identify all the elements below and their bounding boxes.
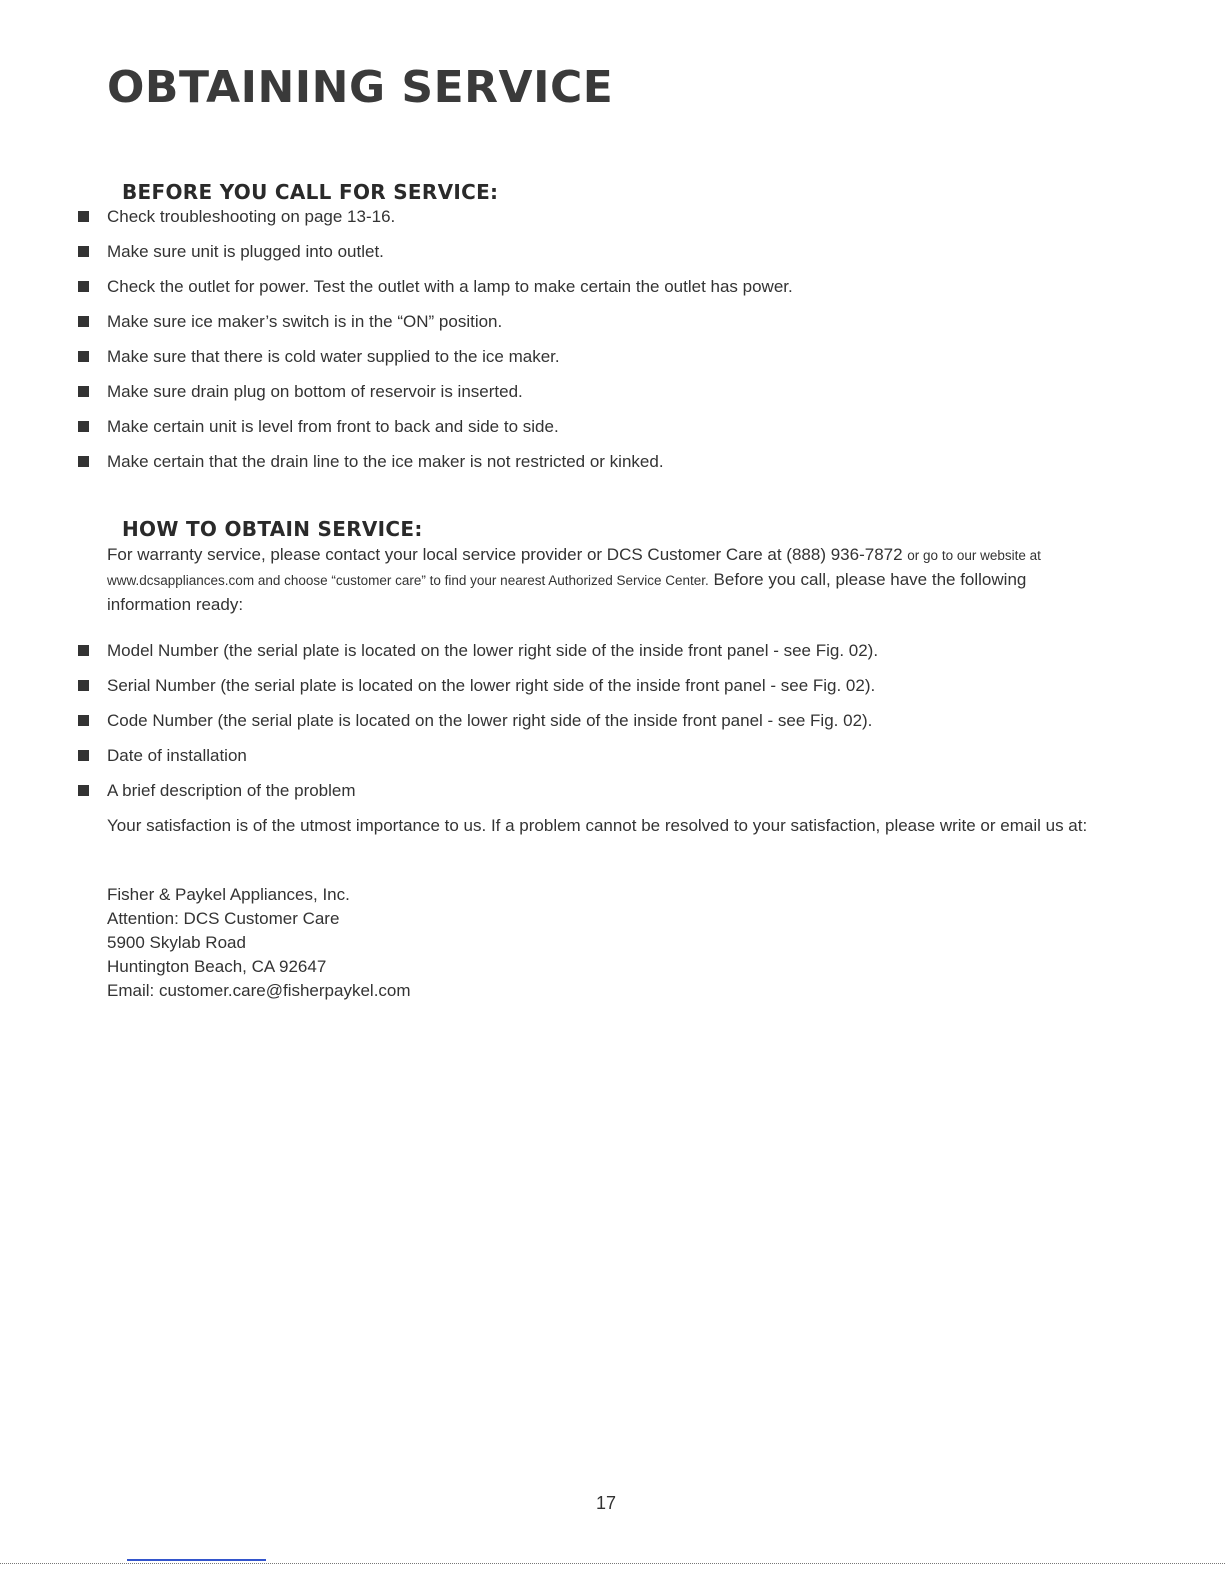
list-item [75,710,878,745]
how-to-obtain-service-heading: HOW TO OBTAIN SERVICE: [122,517,423,541]
list-item-text: Code Number (the serial plate is located on the lower right side of the inside front panel - see Fig. 02). [107,711,873,730]
list-item-text: Check troubleshooting on page 13-16. [107,207,396,226]
list-item [75,311,793,346]
square-bullet-icon [78,246,89,257]
page-title: OBTAINING SERVICE [107,62,614,113]
before-service-checklist [75,206,793,486]
page-number: 17 [595,1493,617,1513]
required-information-list [75,640,878,815]
list-item-text: Make certain that the drain line to the ice maker is not restricted or kinked. [107,452,664,471]
footer-link-underline [127,1559,266,1561]
square-bullet-icon [78,680,89,691]
list-item-text: Make sure ice maker’s switch is in the “ON” position. [107,312,503,331]
square-bullet-icon [78,645,89,656]
list-item-text: Make sure unit is plugged into outlet. [107,242,384,261]
before-service-heading: BEFORE YOU CALL FOR SERVICE: [122,180,499,204]
list-item [75,276,793,311]
square-bullet-icon [78,785,89,796]
list-item-text: Model Number (the serial plate is located on the lower right side of the inside front panel - see Fig. 02). [107,641,879,660]
address-attention-line: Attention: DCS Customer Care [107,909,340,928]
intro-text-part3: Before you call, please have the following information ready: [107,570,1027,614]
list-item [75,381,793,416]
list-item [75,745,878,780]
list-item-text: Serial Number (the serial plate is located on the lower right side of the inside front panel - see Fig. 02). [107,676,876,695]
address-street-line: 5900 Skylab Road [107,933,246,952]
address-company-line: Fisher & Paykel Appliances, Inc. [107,885,350,904]
website-reference-text: or go to our website at www.dcsappliances.com and choose “customer care” to find your nearest Authorized Service Center. [107,548,1041,588]
list-item-text: Make sure that there is cold water supplied to the ice maker. [107,347,560,366]
satisfaction-paragraph: Your satisfaction is of the utmost importance to us. If a problem cannot be resolved to your satisfaction, please write or email us at: [107,816,1088,835]
list-item-text: Make sure drain plug on bottom of reservoir is inserted. [107,382,523,401]
address-email-line: Email: customer.care@fisherpaykel.com [107,981,411,1000]
square-bullet-icon [78,750,89,761]
list-item [75,206,793,241]
list-item-text: Make certain unit is level from front to back and side to side. [107,417,559,436]
list-item [75,451,793,486]
list-item-text: A brief description of the problem [107,781,356,800]
service-intro-paragraph [107,543,1097,617]
footer-dotted-rule [0,1563,1225,1564]
mailing-address-block [107,883,411,1003]
list-item [75,346,793,381]
square-bullet-icon [78,281,89,292]
square-bullet-icon [78,715,89,726]
square-bullet-icon [78,316,89,327]
square-bullet-icon [78,211,89,222]
address-city-line: Huntington Beach, CA 92647 [107,957,327,976]
square-bullet-icon [78,386,89,397]
list-item [75,780,878,815]
square-bullet-icon [78,421,89,432]
list-item [75,241,793,276]
list-item-text: Date of installation [107,746,247,765]
square-bullet-icon [78,351,89,362]
list-item [75,640,878,675]
square-bullet-icon [78,456,89,467]
list-item [75,675,878,710]
list-item-text: Check the outlet for power. Test the outlet with a lamp to make certain the outlet has power. [107,277,793,296]
list-item [75,416,793,451]
intro-text-part1: For warranty service, please contact your local service provider or DCS Customer Care at (888) 936-7872 [107,545,903,564]
